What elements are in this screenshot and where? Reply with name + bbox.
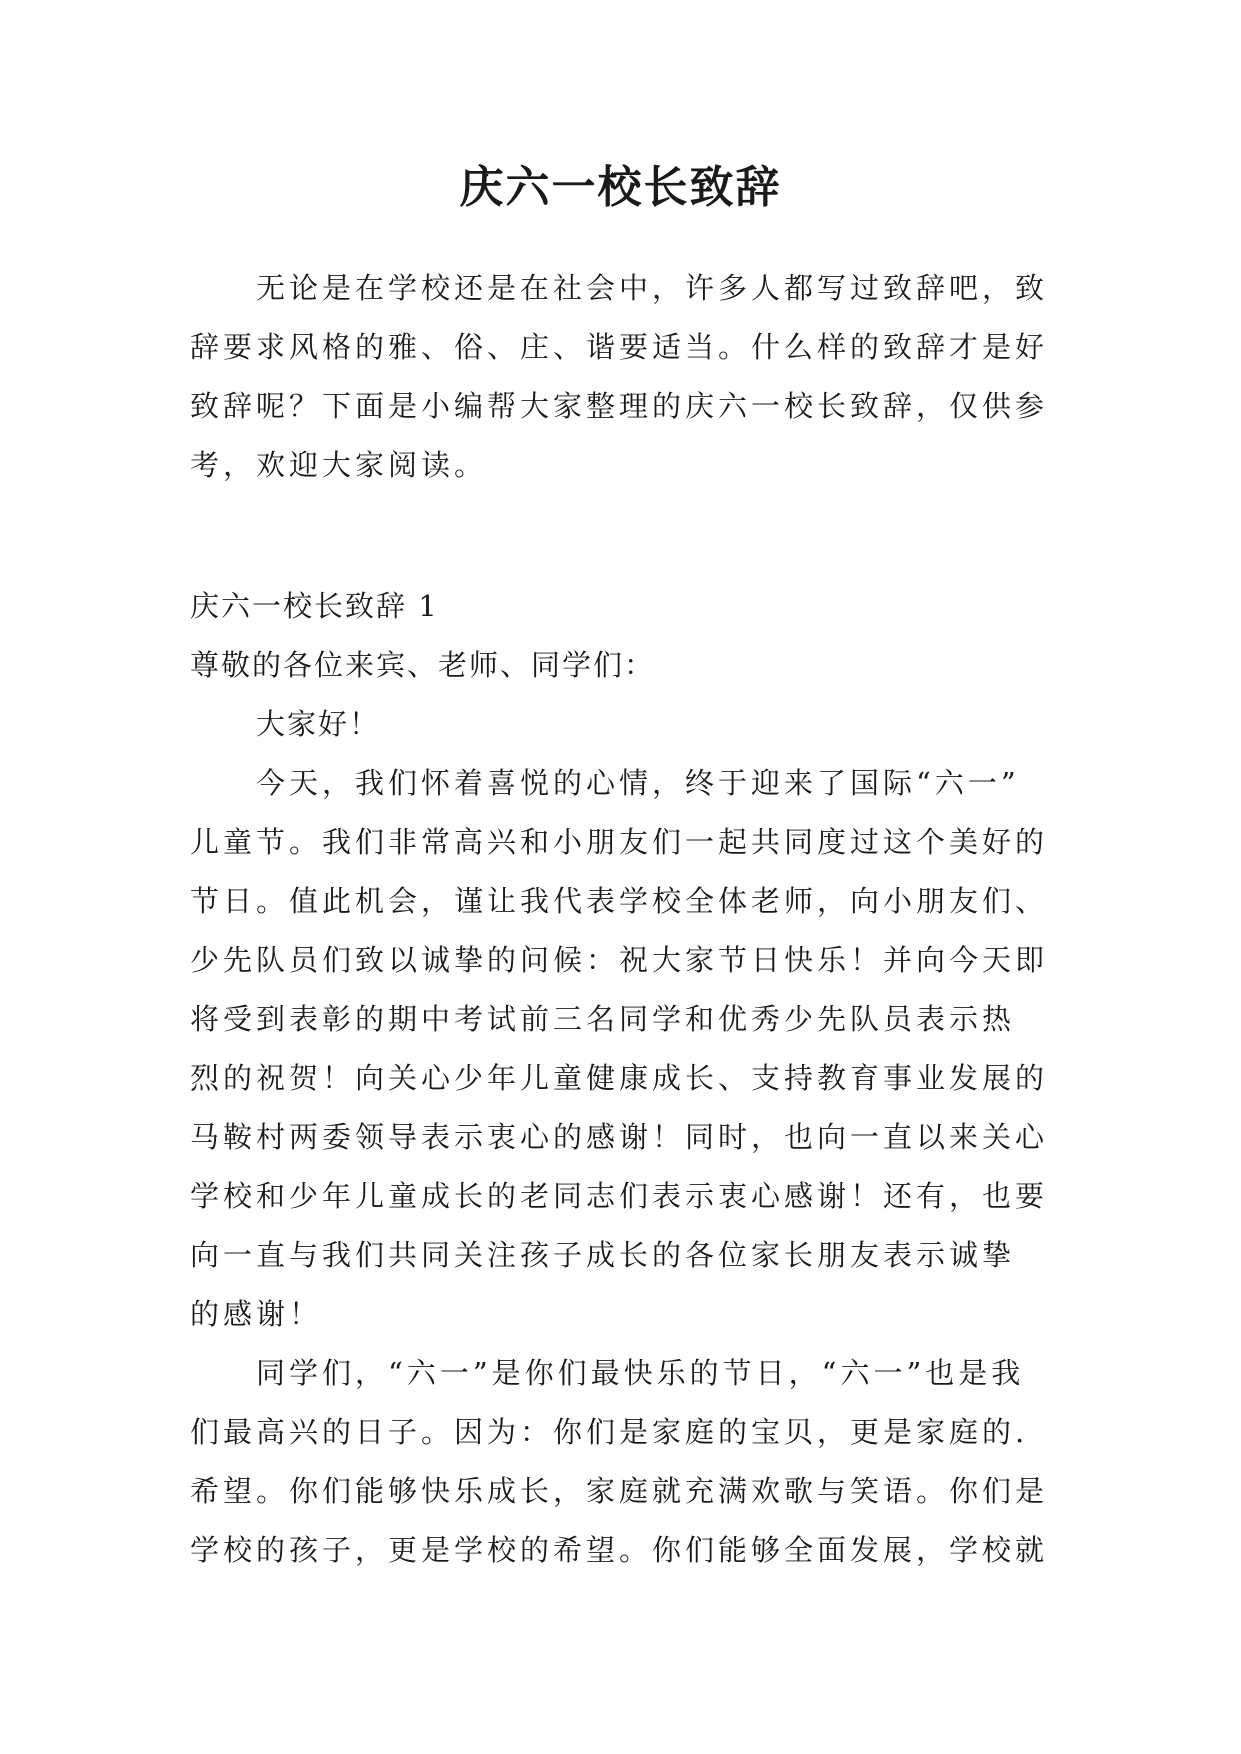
paragraph1-line-3: 节日。值此机会，谨让我代表学校全体老师，向小朋友们、 (190, 884, 1049, 918)
intro-line-4: 考，欢迎大家阅读。 (190, 448, 488, 482)
paragraph1-line-2: 儿童节。我们非常高兴和小朋友们一起共同度过这个美好的 (190, 825, 1049, 859)
greeting: 大家好！ (256, 707, 381, 741)
intro-line-2: 辞要求风格的雅、俗、庄、谐要适当。什么样的致辞才是好 (190, 330, 1049, 364)
intro-line-3: 致辞呢？下面是小编帮大家整理的庆六一校长致辞，仅供参 (190, 389, 1049, 423)
paragraph1-line-1: 今天，我们怀着喜悦的心情，终于迎来了国际“六一” (256, 766, 1020, 800)
paragraph2-line-3: 希望。你们能够快乐成长，家庭就充满欢歌与笑语。你们是 (190, 1474, 1049, 1508)
paragraph2-line-1: 同学们，“六一”是你们最快乐的节日，“六一”也是我 (256, 1356, 1025, 1390)
paragraph2-line-2: 们最高兴的日子。因为：你们是家庭的宝贝，更是家庭的. (190, 1415, 1029, 1449)
paragraph1-line-10: 的感谢！ (190, 1297, 323, 1331)
paragraph1-line-6: 烈的祝贺！向关心少年儿童健康成长、支持教育事业发展的 (190, 1061, 1049, 1095)
paragraph1-line-7: 马鞍村两委领导表示衷心的感谢！同时，也向一直以来关心 (190, 1120, 1049, 1154)
salutation: 尊敬的各位来宾、老师、同学们： (190, 648, 656, 682)
intro-line-1: 无论是在学校还是在社会中，许多人都写过致辞吧，致 (256, 271, 1049, 305)
section-heading: 庆六一校长致辞 1 (190, 589, 439, 623)
paragraph1-line-4: 少先队员们致以诚挚的问候：祝大家节日快乐！并向今天即 (190, 943, 1049, 977)
paragraph1-line-9: 向一直与我们共同关注孩子成长的各位家长朋友表示诚挚 (190, 1238, 1016, 1272)
document-title: 庆六一校长致辞 (459, 162, 782, 213)
paragraph1-line-8: 学校和少年儿童成长的老同志们表示衷心感谢！还有，也要 (190, 1179, 1049, 1213)
paragraph2-line-4: 学校的孩子，更是学校的希望。你们能够全面发展，学校就 (190, 1533, 1049, 1567)
paragraph1-line-5: 将受到表彰的期中考试前三名同学和优秀少先队员表示热 (190, 1002, 1016, 1036)
